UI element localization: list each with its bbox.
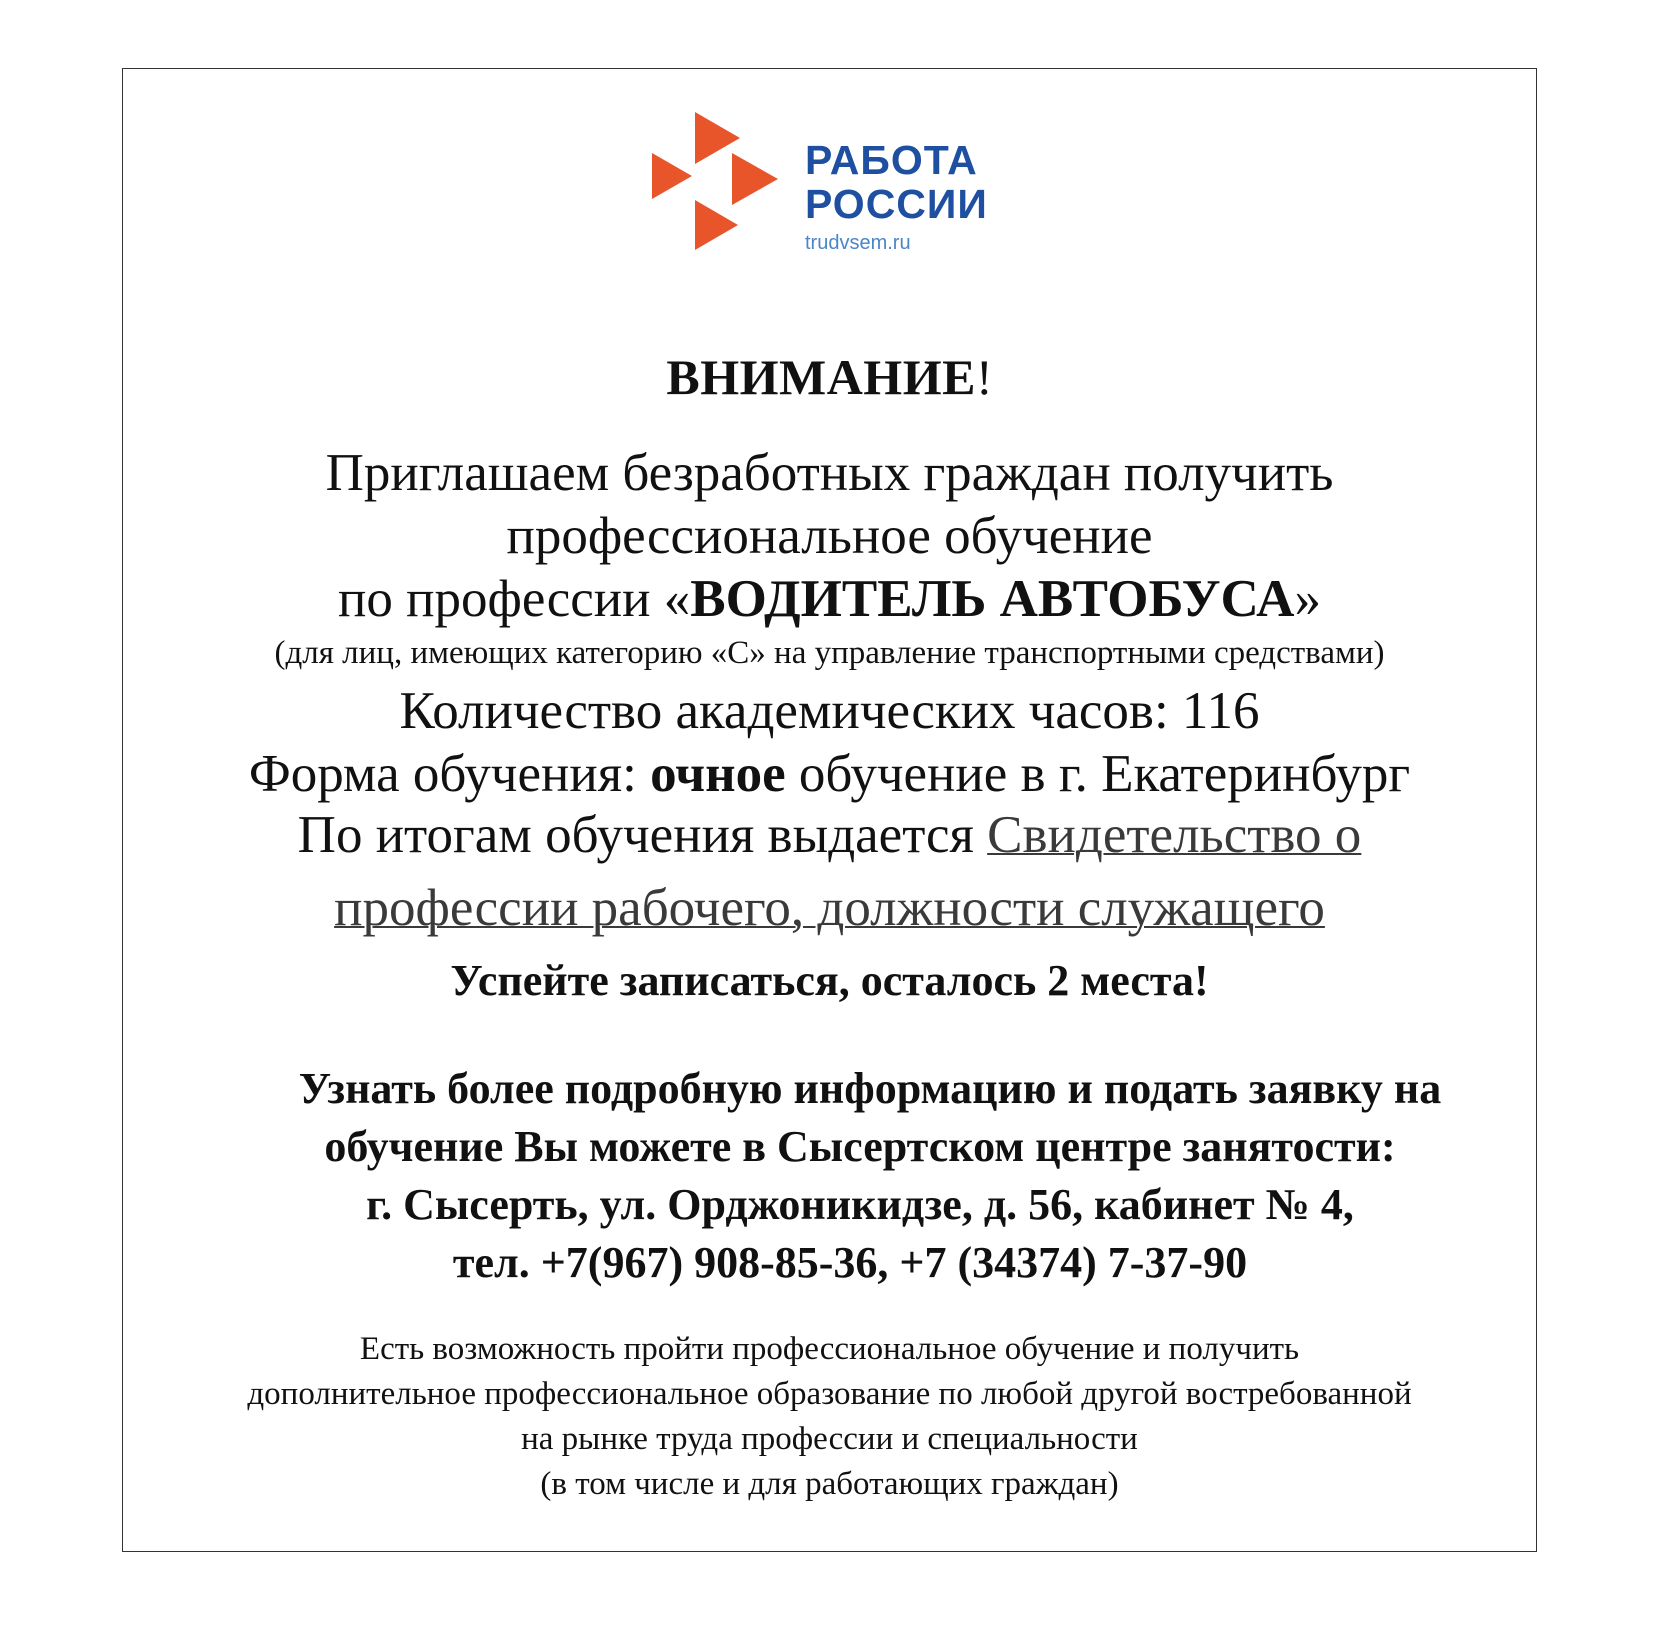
invite-line2: профессиональное обучение xyxy=(506,507,1153,565)
logo-url: trudvsem.ru xyxy=(805,232,911,254)
form-mode: очное xyxy=(650,745,786,803)
rabota-rossii-logo xyxy=(650,108,1010,258)
attention-heading xyxy=(122,348,1537,406)
certificate-prefix: По итогам обучения выдается xyxy=(297,806,988,864)
profession-line xyxy=(122,568,1537,631)
category-note: (для лиц, имеющих категорию «С» на управление транспортными средствами) xyxy=(274,635,1385,671)
contact-phones: тел. +7(967) 908-85-36, +7 (34374) 7-37-90 xyxy=(452,1238,1248,1287)
profession-prefix: по профессии « xyxy=(338,570,691,628)
hours-line: Количество академических часов: 116 xyxy=(399,682,1260,740)
footer-line3: на рынке труда профессии и специальности xyxy=(521,1421,1138,1457)
contact-line1: Узнать более подробную информацию и подать заявку на xyxy=(298,1064,1442,1113)
form-line xyxy=(122,743,1537,806)
profession-title: ВОДИТЕЛЬ АВТОБУСА xyxy=(690,570,1295,628)
invite-line1: Приглашаем безработных граждан получить xyxy=(325,444,1334,502)
logo-title-line1: РАБОТА xyxy=(805,137,978,183)
contact-line2: обучение Вы можете в Сысертском центре занятости: xyxy=(324,1122,1396,1171)
certificate-link-part1: Свидетельство о xyxy=(987,806,1362,864)
triple-arrow-logo-icon xyxy=(650,108,800,258)
footer-line2: дополнительное профессиональное образование по любой другой востребованной xyxy=(247,1376,1412,1412)
form-suffix: обучение в г. Екатеринбург xyxy=(785,745,1411,803)
logo-title-line2: РОССИИ xyxy=(805,181,988,227)
hurry-line: Успейте записаться, осталось 2 места! xyxy=(450,956,1209,1005)
footer-line4: (в том числе и для работающих граждан) xyxy=(540,1466,1119,1502)
attention-mark: ! xyxy=(975,349,993,405)
certificate-line2 xyxy=(122,873,1537,943)
footer-line1: Есть возможность пройти профессиональное обучение и получить xyxy=(359,1331,1300,1367)
contact-address: г. Сысерть, ул. Орджоникидзе, д. 56, кабинет № 4, xyxy=(366,1180,1354,1229)
certificate-line1 xyxy=(122,800,1537,870)
attention-word: ВНИМАНИЕ xyxy=(666,349,976,405)
certificate-link-part2: профессии рабочего, должности служащего xyxy=(334,879,1325,937)
form-prefix: Форма обучения: xyxy=(248,745,651,803)
profession-suffix: » xyxy=(1294,570,1321,628)
